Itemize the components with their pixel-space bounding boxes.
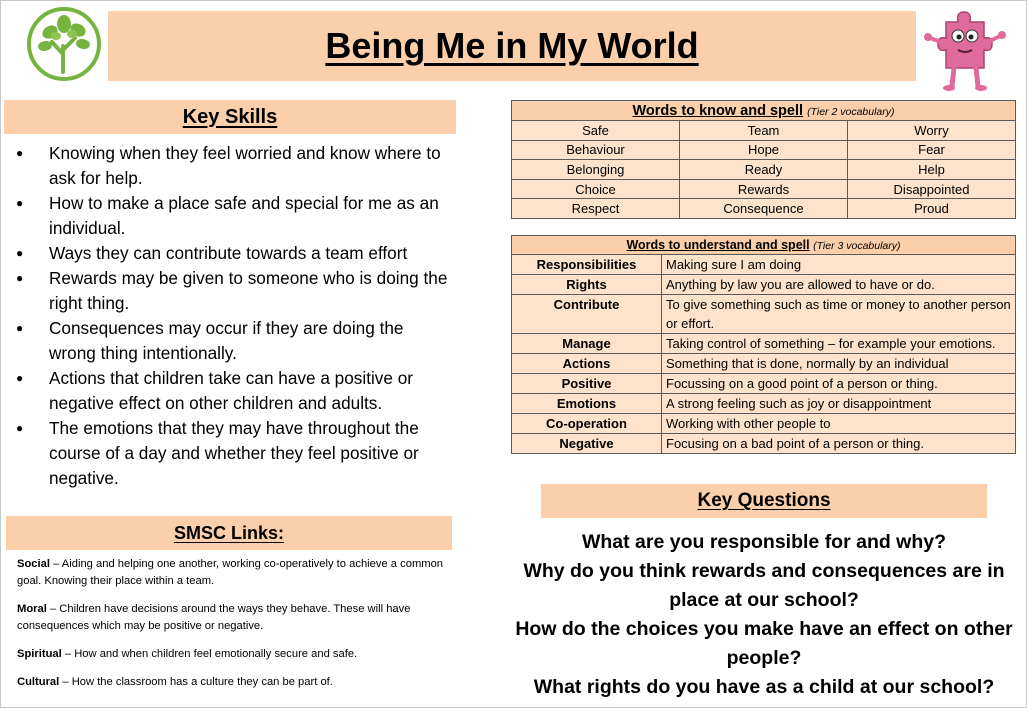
table-row	[512, 374, 1016, 394]
tier3-title: Words to understand and spell	[626, 238, 810, 252]
word-cell: Consequence	[680, 199, 848, 219]
table-row	[512, 414, 1016, 434]
term-cell: Rights	[512, 275, 662, 295]
smsc-text: – Children have decisions around the ways they behave. These will have consequences which may be positive or negative.	[17, 603, 411, 632]
table-row	[512, 160, 1016, 180]
smsc-item	[17, 674, 457, 691]
key-skill-item: ● Knowing when they feel worried and know where to ask for help.	[14, 141, 454, 191]
key-skill-item: ● Actions that children take can have a positive or negative effect on other children and adults.	[14, 366, 454, 416]
table-row	[512, 179, 1016, 199]
title-banner	[108, 11, 916, 81]
smsc-label: Social	[17, 558, 50, 570]
tier3-heading	[512, 236, 1016, 255]
tier2-note: (Tier 2 vocabulary)	[807, 105, 895, 118]
tree-logo-icon	[26, 6, 102, 82]
word-cell: Team	[680, 121, 848, 141]
smsc-text: – How and when children feel emotionally secure and safe.	[61, 648, 358, 660]
term-cell: Responsibilities	[512, 255, 662, 275]
word-cell: Rewards	[680, 179, 848, 199]
smsc-item	[17, 646, 457, 663]
tier3-vocabulary-table	[511, 235, 1016, 454]
smsc-text: – Aiding and helping one another, working co-operatively to achieve a common goal. Knowing their place within a team.	[17, 558, 444, 587]
table-row	[512, 295, 1016, 334]
table-row	[512, 354, 1016, 374]
table-row	[512, 255, 1016, 275]
word-cell: Belonging	[512, 160, 680, 180]
key-skill-item: ● How to make a place safe and special for me as an individual.	[14, 191, 454, 241]
key-questions-list	[514, 528, 1014, 702]
smsc-links	[17, 556, 457, 702]
term-cell: Positive	[512, 374, 662, 394]
word-cell: Choice	[512, 179, 680, 199]
word-cell: Safe	[512, 121, 680, 141]
word-cell: Worry	[848, 121, 1016, 141]
word-cell: Respect	[512, 199, 680, 219]
key-questions-heading: Key Questions	[541, 484, 987, 518]
definition-cell: Focussing on a good point of a person or thing.	[662, 374, 1016, 394]
definition-cell: To give something such as time or money to another person or effort.	[662, 295, 1016, 334]
term-cell: Emotions	[512, 394, 662, 414]
word-cell: Help	[848, 160, 1016, 180]
key-question: What are you responsible for and why?	[581, 531, 947, 553]
key-skills-heading: Key Skills	[4, 100, 456, 134]
smsc-text: – How the classroom has a culture they can be part of.	[59, 676, 333, 688]
tier2-title: Words to know and spell	[632, 102, 804, 119]
definition-cell: Working with other people to	[662, 414, 1016, 434]
word-cell: Disappointed	[848, 179, 1016, 199]
word-cell: Hope	[680, 140, 848, 160]
key-question: Why do you think rewards and consequences are in place at our school?	[523, 560, 1005, 611]
table-row	[512, 394, 1016, 414]
key-skills-list	[14, 141, 454, 491]
smsc-label: Cultural	[17, 676, 60, 688]
definition-cell: Anything by law you are allowed to have or do.	[662, 275, 1016, 295]
term-cell: Manage	[512, 334, 662, 354]
definition-cell: Taking control of something – for example your emotions.	[662, 334, 1016, 354]
smsc-item	[17, 601, 457, 635]
smsc-label: Spiritual	[17, 648, 62, 660]
word-cell: Behaviour	[512, 140, 680, 160]
term-cell: Negative	[512, 434, 662, 454]
key-question: How do the choices you make have an effect on other people?	[515, 618, 1013, 669]
definition-cell: A strong feeling such as joy or disappointment	[662, 394, 1016, 414]
tier3-note: (Tier 3 vocabulary)	[813, 240, 901, 252]
key-skill-item: ● Consequences may occur if they are doing the wrong thing intentionally.	[14, 316, 454, 366]
word-cell: Ready	[680, 160, 848, 180]
word-cell: Fear	[848, 140, 1016, 160]
definition-cell: Focusing on a bad point of a person or thing.	[662, 434, 1016, 454]
key-question: What rights do you have as a child at our school?	[533, 676, 995, 698]
smsc-heading: SMSC Links:	[6, 516, 452, 550]
definition-cell: Something that is done, normally by an individual	[662, 354, 1016, 374]
smsc-label: Moral	[17, 603, 47, 615]
tier2-vocabulary-table	[511, 100, 1016, 219]
table-row	[512, 121, 1016, 141]
table-row	[512, 334, 1016, 354]
definition-cell: Making sure I am doing	[662, 255, 1016, 275]
table-row	[512, 199, 1016, 219]
term-cell: Actions	[512, 354, 662, 374]
table-row	[512, 275, 1016, 295]
smsc-item	[17, 556, 457, 590]
table-row	[512, 434, 1016, 454]
term-cell: Contribute	[512, 295, 662, 334]
tier2-heading	[512, 101, 1016, 121]
word-cell: Proud	[848, 199, 1016, 219]
page-title: Being Me in My World	[325, 25, 699, 66]
term-cell: Co-operation	[512, 414, 662, 434]
puzzle-mascot-icon	[918, 4, 1008, 92]
key-skill-item: ● The emotions that they may have throughout the course of a day and whether they feel positive or negative.	[14, 416, 454, 491]
key-skill-item: ● Ways they can contribute towards a team effort	[14, 241, 454, 266]
table-row	[512, 140, 1016, 160]
key-skill-item: ● Rewards may be given to someone who is doing the right thing.	[14, 266, 454, 316]
